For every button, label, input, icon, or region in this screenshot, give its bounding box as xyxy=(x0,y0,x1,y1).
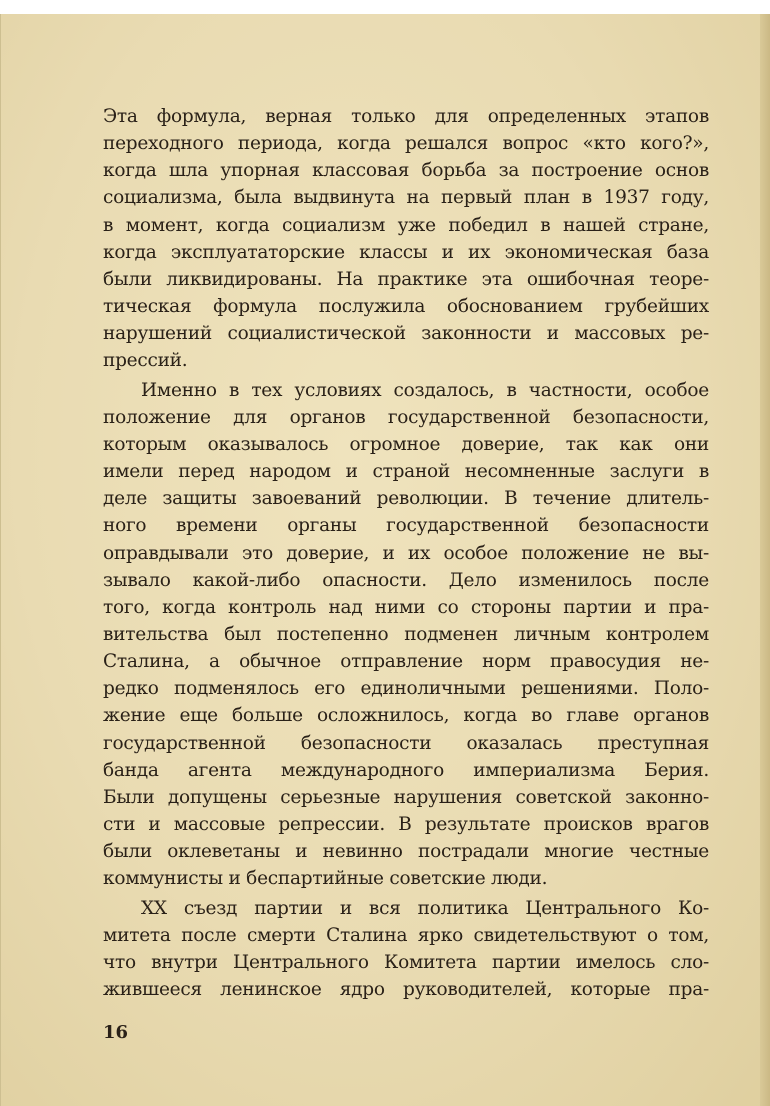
text-line: Сталина, а обычное отправление норм правосудия не- xyxy=(103,651,709,673)
text-line: имели перед народом и страной несомненные заслуги в xyxy=(103,461,709,483)
text-line: коммунисты и беспартийные советские люди. xyxy=(103,868,548,890)
page-body-text xyxy=(103,103,709,1003)
text-line: прессий. xyxy=(103,350,188,372)
text-line: митета после смерти Сталина ярко свидетельствуют о том, xyxy=(103,924,709,946)
text-line: зывало какой-либо опасности. Дело изменилось после xyxy=(103,569,709,591)
paragraph-2 xyxy=(103,377,709,893)
paragraph-1 xyxy=(103,103,709,375)
text-line: когда эксплуататорские классы и их экономическая база xyxy=(103,241,709,263)
text-line: банда агента международного империализма Берия. xyxy=(103,759,709,781)
text-line: переходного периода, когда решался вопрос «кто кого?», xyxy=(103,133,709,155)
text-line: Именно в тех условиях создалось, в частности, особое xyxy=(141,379,709,401)
text-line: социализма, была выдвинута на первый план в 1937 году, xyxy=(103,187,709,209)
text-line: Эта формула, верная только для определенных этапов xyxy=(103,106,709,127)
text-line: которым оказывалось огромное доверие, так как они xyxy=(103,433,709,455)
text-line: XX съезд партии и вся политика Центрального Ко- xyxy=(141,897,709,919)
text-line: оправдывали это доверие, и их особое положение не вы- xyxy=(103,542,709,564)
text-line: что внутри Центрального Комитета партии имелось сло- xyxy=(103,951,709,973)
text-line: жение еще больше осложнилось, когда во главе органов xyxy=(103,705,709,727)
text-line: сти и массовые репрессии. В результате происков врагов xyxy=(103,814,709,836)
text-line: того, когда контроль над ними со стороны партии и пра- xyxy=(103,596,709,618)
text-line: когда шла упорная классовая борьба за построение основ xyxy=(103,160,709,182)
text-line: были ликвидированы. На практике эта ошибочная теоре- xyxy=(103,268,709,290)
page-edge xyxy=(760,14,770,1106)
text-line: Были допущены серьезные нарушения советской законно- xyxy=(103,786,709,808)
text-line: положение для органов государственной безопасности, xyxy=(103,406,709,428)
text-line: были оклеветаны и невинно пострадали многие честные xyxy=(103,841,709,863)
text-line: нарушений социалистической законности и массовых ре- xyxy=(103,323,709,345)
text-line: вительства был постепенно подменен личным контролем xyxy=(103,623,709,645)
text-line: редко подменялось его единоличными решениями. Поло- xyxy=(103,678,709,700)
text-line: деле защиты завоеваний революции. В течение длитель- xyxy=(103,488,709,510)
paragraph-3 xyxy=(103,895,709,1004)
text-line: в момент, когда социализм уже победил в нашей стране, xyxy=(103,214,709,236)
text-line: государственной безопасности оказалась преступная xyxy=(103,732,709,754)
text-line: тическая формула послужила обоснованием грубейших xyxy=(103,296,709,318)
text-line: ного времени органы государственной безопасности xyxy=(103,515,709,537)
page-number: 16 xyxy=(103,1022,129,1043)
text-line: жившееся ленинское ядро руководителей, которые пра- xyxy=(103,979,709,1000)
